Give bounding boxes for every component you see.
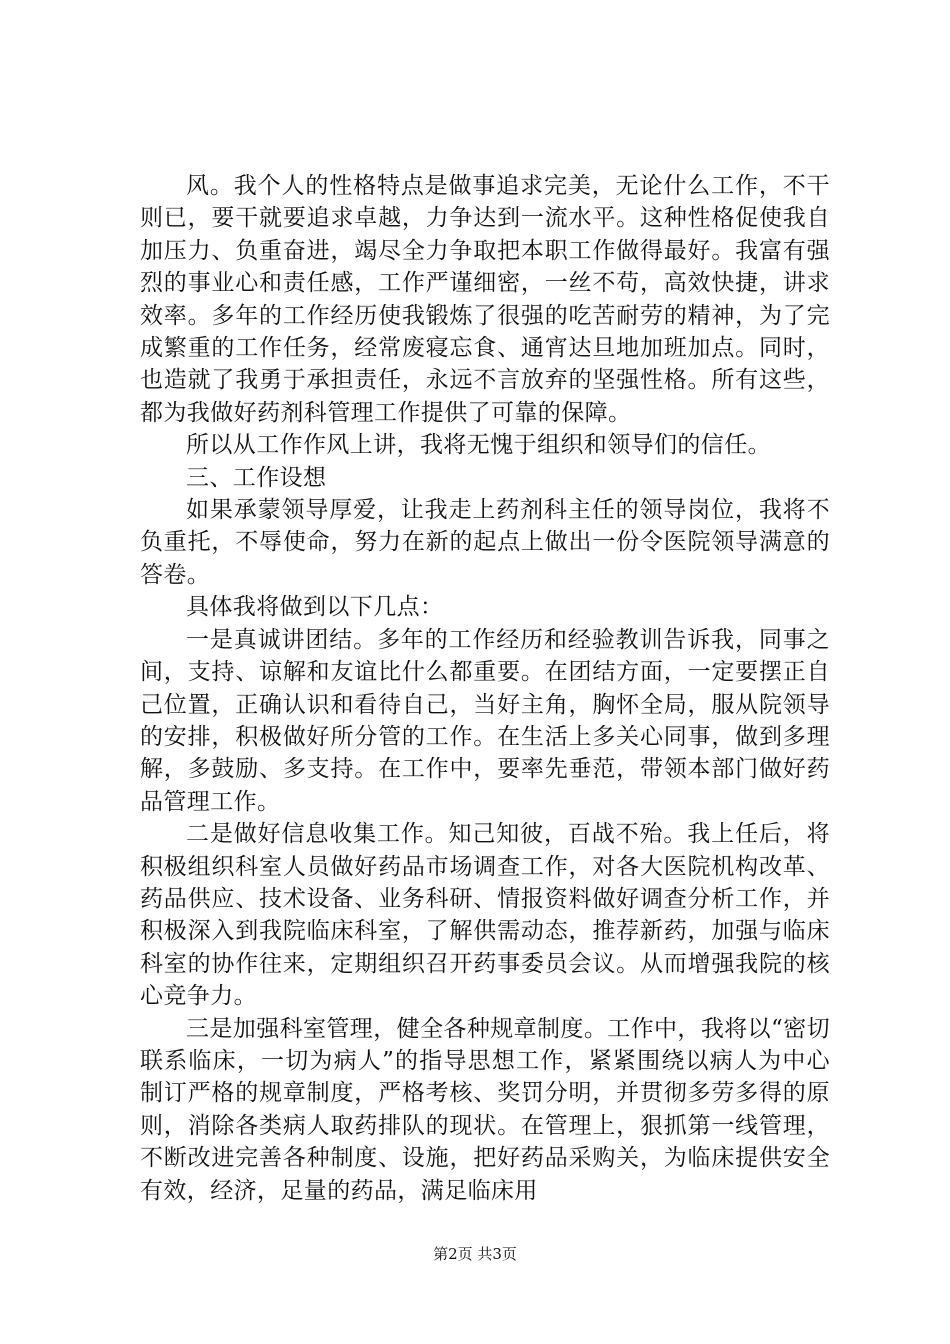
paragraph-point-management: 三是加强科室管理，健全各种规章制度。工作中，我将以“密切联系临床，一切为病人”的指导思想工作，紧紧围绕以病人为中心制订严格的规章制度，严格考核、奖罚分明，并贯彻多劳多得的原则，消除各类病人取药排队的现状。在管理上，狠抓第一线管理，不断改进完善各种制度、设施，把好药品采购关，为临床提供安全有效，经济，足量的药品，满足临床用	[140, 1015, 830, 1204]
paragraph-point-unity: 一是真诚讲团结。多年的工作经历和经验教训告诉我，同事之间，支持、谅解和友谊比什么都重要。在团结方面，一定要摆正自己位置，正确认识和看待自己，当好主角，胸怀全局，服从院领导的安排，积极做好所分管的工作。在生活上多关心同事，做到多理解，多鼓励、多支持。在工作中，要率先垂范，带领本部门做好药品管理工作。	[140, 626, 830, 815]
paragraph-point-information: 二是做好信息收集工作。知己知彼，百战不殆。我上任后，将积极组织科室人员做好药品市场调查工作，对各大医院机构改革、药品供应、技术设备、业务科研、情报资料做好调查分析工作，并积极深入到我院临床科室，了解供需动态，推荐新药，加强与临床科室的协作往来，定期组织召开药事委员会议。从而增强我院的核心竞争力。	[140, 821, 830, 1010]
paragraph-trust: 所以从工作作风上讲，我将无愧于组织和领导们的信任。	[186, 432, 771, 459]
page-number-footer: 第2页 共3页	[433, 1245, 517, 1263]
document-body	[140, 170, 830, 1207]
paragraph-points-intro: 具体我将做到以下几点：	[186, 594, 444, 621]
paragraph-work-style: 风。我个人的性格特点是做事追求完美，无论什么工作，不干则已，要干就要追求卓越，力争达到一流水平。这种性格促使我自加压力、负重奋进，竭尽全力争取把本职工作做得最好。我富有强烈的事业心和责任感，工作严谨细密，一丝不苟，高效快捷，讲求效率。多年的工作经历使我锻炼了很强的吃苦耐劳的精神，为了完成繁重的工作任务，经常废寝忘食、通宵达旦地加班加点。同时，也造就了我勇于承担责任，永远不言放弃的坚强性格。所有这些，都为我做好药剂科管理工作提供了可靠的保障。	[140, 173, 830, 426]
paragraph-commitment: 如果承蒙领导厚爱，让我走上药剂科主任的领导岗位，我将不负重托，不辱使命，努力在新的起点上做出一份令医院领导满意的答卷。	[140, 497, 830, 588]
section-heading-work-plan: 三、工作设想	[186, 464, 327, 491]
